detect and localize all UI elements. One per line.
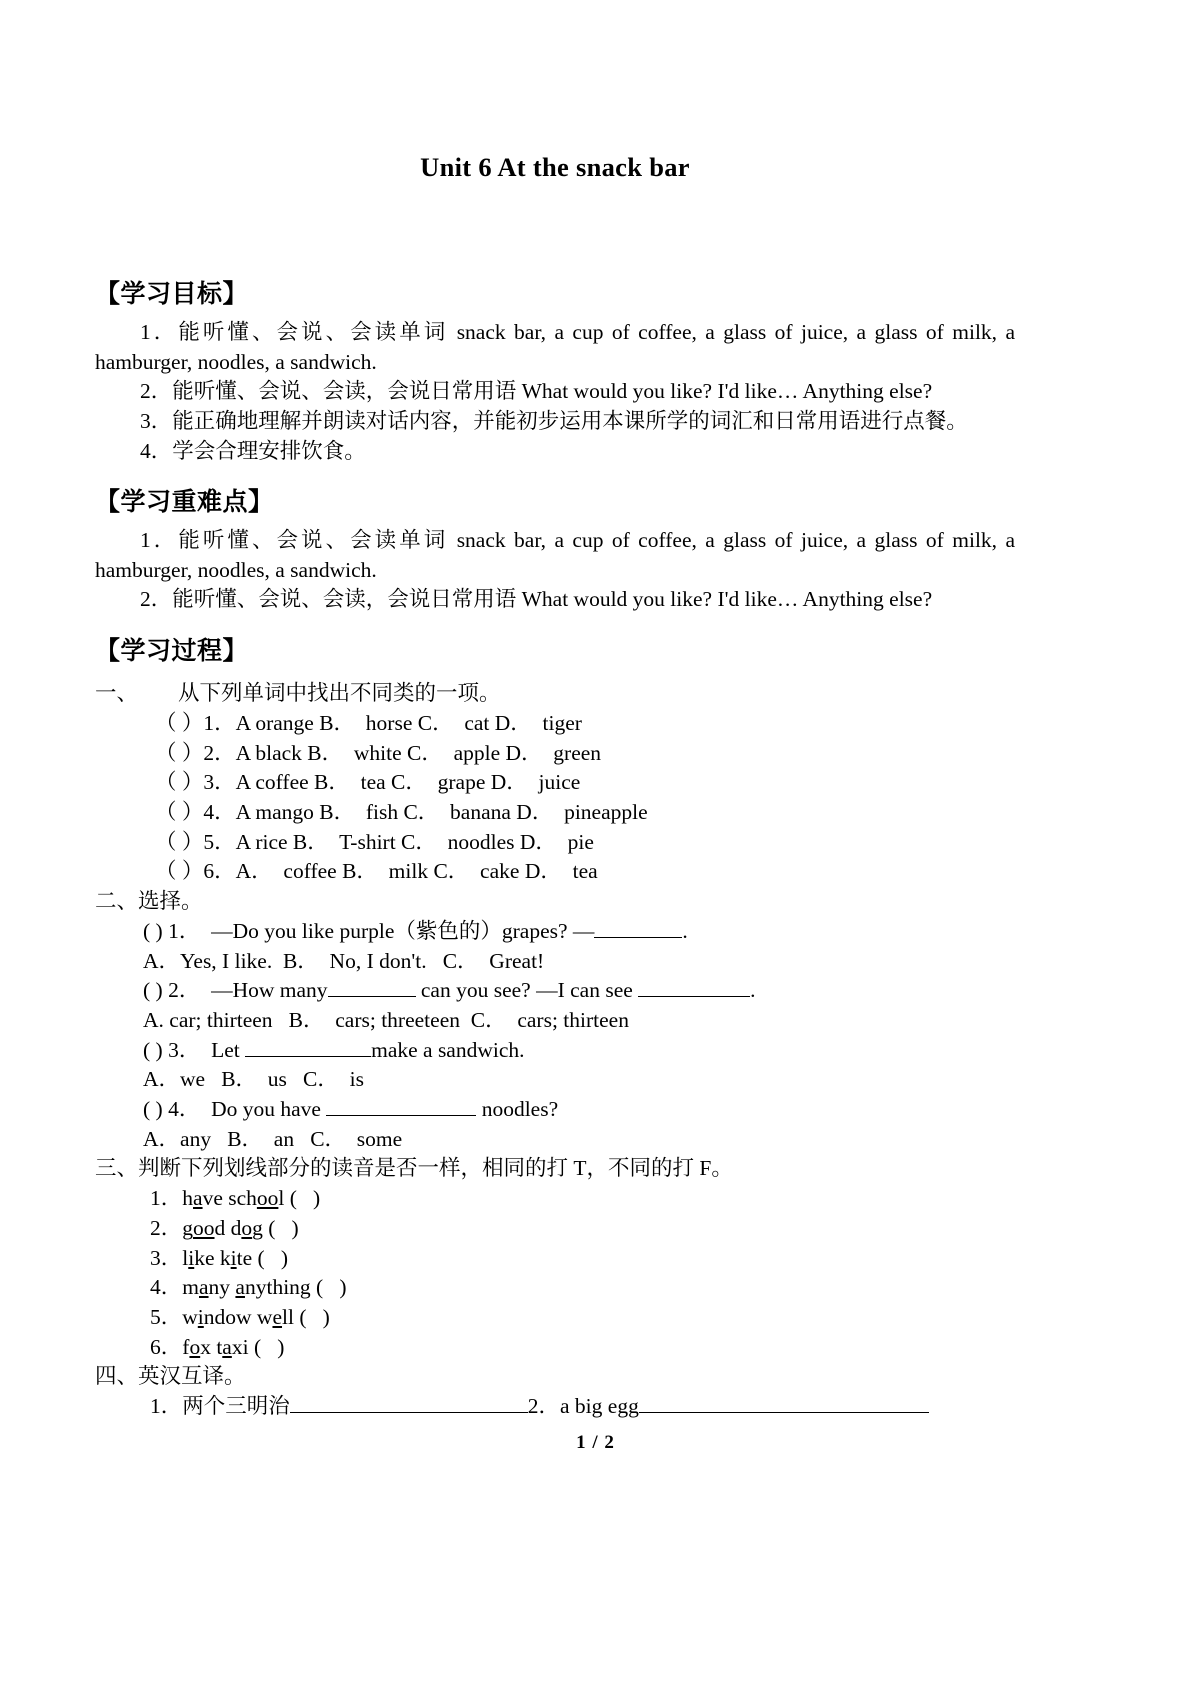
item-text: window well ( ) [182,1304,330,1329]
translation-item-1-label: 1．两个三明治 [150,1394,290,1419]
goal-item-2: 2．能听懂、会说、会读，会说日常用语 What would you like? I'd like… Anything else? [140,379,933,404]
question-options: A．we B． us C． is [143,1067,364,1092]
question-stem [95,1095,1015,1125]
q1-stem-end: . [682,918,688,943]
exercise-two-instruction: 选择。 [138,889,203,914]
item-text: have school ( ) [182,1186,321,1211]
translation-item-2-label: 2．a big egg [527,1394,639,1419]
item-text: good dog ( ) [182,1215,299,1240]
exercise-three-number: 三、 [95,1156,139,1181]
question-stem [95,1036,1015,1066]
list-item: （ ）6．A． coffee B． milk C． cake D． tea [155,859,598,884]
answer-blank[interactable] [328,996,416,997]
exercise-one-number: 一、 [95,681,139,706]
document-content [95,0,1015,1422]
exercise-one-instruction: 从下列单词中找出不同类的一项。 [178,681,501,706]
list-item: （ ）5．A rice B． T-shirt C． noodles D． pie [155,829,594,854]
exercise-two-number: 二、 [95,889,139,914]
question-options: A. car; thirteen B． cars; threeteen C． cars; thirteen [143,1007,629,1032]
list-item: （ ）2．A black B． white C． apple D． green [155,740,602,765]
section-header-goals: 【学习目标】 [95,280,249,308]
list-item [95,1303,1015,1333]
exercise-three-instruction: 判断下列划线部分的读音是否一样，相同的打 T，不同的打 F。 [138,1156,733,1181]
item-text: fox taxi ( ) [182,1334,285,1359]
item-number: 2． [150,1215,183,1240]
q3-stem: ( ) 3． Let [143,1037,246,1062]
q4-stem-end: noodles? [476,1097,559,1122]
item-number: 1． [150,1186,183,1211]
item-number: 4． [150,1275,183,1300]
translation-row [95,1392,1015,1422]
keypoint-item-1: 1．能听懂、会说、会读单词 snack bar, a cup of coffee, a glass of juice, a glass of milk, a hamburger, noodles, a sandwich. [95,527,1015,582]
question-options: A．Yes, I like. B． No, I don't. C． Great! [143,948,545,973]
answer-blank[interactable] [639,1412,929,1413]
answer-blank[interactable] [594,937,682,938]
page-footer: 1 / 2 [576,1432,615,1453]
list-item [95,1244,1015,1274]
q3-stem-end: make a sandwich. [371,1037,525,1062]
q2-stem-mid: can you see? —I can see [415,978,639,1003]
section-header-process: 【学习过程】 [95,637,249,665]
exercise-one-heading [95,679,1015,709]
item-text: many anything ( ) [182,1275,347,1300]
list-item [95,1184,1015,1214]
item-number: 6． [150,1334,183,1359]
answer-blank[interactable] [290,1412,528,1413]
list-item [95,1273,1015,1303]
section-header-keypoints: 【学习重难点】 [95,488,274,516]
exercise-three-heading [95,1154,1015,1184]
q2-stem-end: . [750,978,756,1003]
q2-stem: ( ) 2． —How many [143,978,328,1003]
item-number: 5． [150,1304,183,1329]
q1-stem: ( ) 1． —Do you like purple（紫色的）grapes? — [143,918,595,943]
keypoint-item-2: 2．能听懂、会说、会读，会说日常用语 What would you like? I'd like… Anything else? [140,587,933,612]
goal-item-4: 4．学会合理安排饮食。 [140,438,366,463]
answer-blank[interactable] [638,996,750,997]
list-item [95,1214,1015,1244]
exercise-four-number: 四、 [95,1364,139,1389]
question-options: A．any B． an C． some [143,1126,403,1151]
exercise-four-instruction: 英汉互译。 [138,1364,246,1389]
page-title: Unit 6 At the snack bar [420,152,690,182]
exercise-four-heading [95,1362,1015,1392]
list-item: （ ）4．A mango B． fish C． banana D． pineapple [155,799,648,824]
list-item [95,1333,1015,1363]
item-text: like kite ( ) [182,1245,288,1270]
answer-blank[interactable] [326,1115,476,1116]
question-stem [95,917,1015,947]
goal-item-3: 3．能正确地理解并朗读对话内容，并能初步运用本课所学的词汇和日常用语进行点餐。 [140,409,968,434]
question-stem [95,976,1015,1006]
item-number: 3． [150,1245,183,1270]
goal-item-1: 1．能听懂、会说、会读单词 snack bar, a cup of coffee, a glass of juice, a glass of milk, a hamburger, noodles, a sandwich. [95,320,1015,374]
answer-blank[interactable] [245,1056,371,1057]
exercise-two-heading [95,887,1015,917]
list-item: （ ）1．A orange B． horse C． cat D． tiger [155,710,582,735]
list-item: （ ）3．A coffee B． tea C． grape D． juice [155,770,581,795]
q4-stem: ( ) 4． Do you have [143,1097,327,1122]
